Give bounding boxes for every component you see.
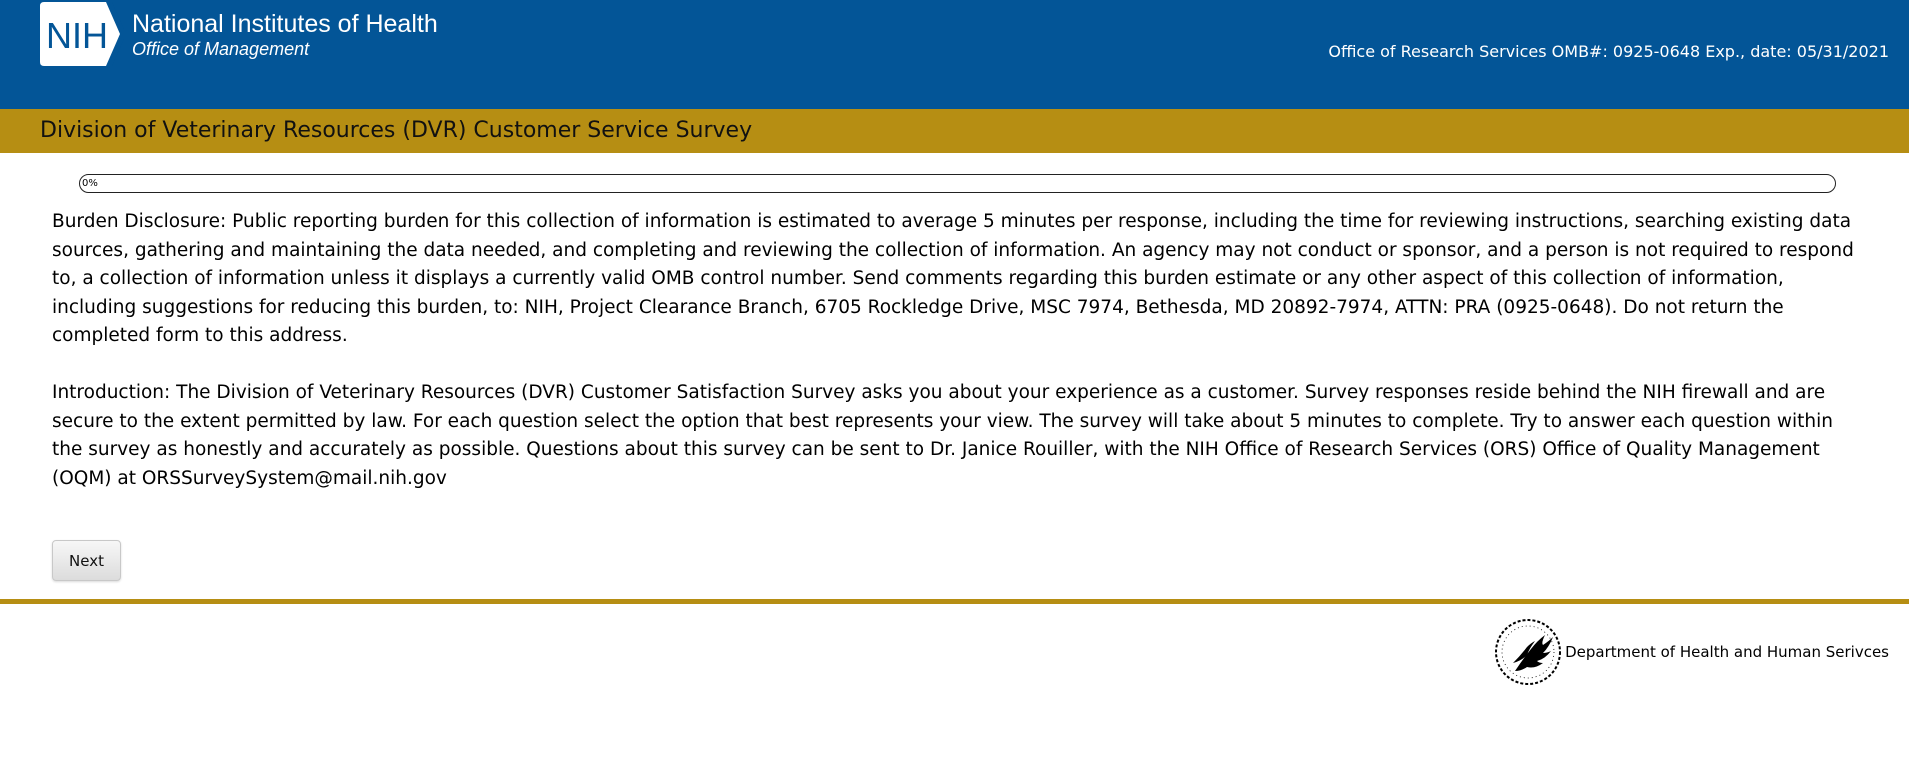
site-header <box>0 0 1909 109</box>
progress-bar <box>79 174 1836 193</box>
burden-disclosure: Burden Disclosure: Public reporting burden for this collection of information is estimated to average 5 minutes per response, including the time for reviewing instructions, searching existing data sources, gathering and maintaining the data needed, and completing and reviewing the collection of information. An agency may not conduct or sponsor, and a person is not required to respond to, a collection of information unless it displays a currently valid OMB control number. Send comments regarding this burden estimate or any other aspect of this collection of information, including suggestions for reducing this burden, to: NIH, Project Clearance Branch, 6705 Rockledge Drive, MSC 7974, Bethesda, MD 20892-7974, ATTN: PRA (0925-0648). Do not return the completed form to this address. <box>52 211 1854 346</box>
omb-info: Office of Research Services OMB#: 0925-0648 Exp., date: 05/31/2021 <box>1328 42 1889 61</box>
hhs-label: Department of Health and Human Serivces <box>1565 643 1889 661</box>
org-subtitle: Office of Management <box>132 39 310 59</box>
footer-divider <box>0 599 1909 604</box>
nih-logo[interactable] <box>40 2 438 66</box>
hhs-footer-brand <box>1493 615 1889 689</box>
page-title: Division of Veterinary Resources (DVR) Customer Service Survey <box>40 118 753 143</box>
nih-logo-text: NIH <box>46 15 108 56</box>
survey-intro-content <box>52 208 1862 493</box>
progress-label: 0% <box>82 178 98 189</box>
hhs-eagle-seal-icon <box>1493 615 1563 689</box>
org-name: National Institutes of Health <box>132 10 438 38</box>
next-button[interactable]: Next <box>52 540 121 581</box>
introduction-text: Introduction: The Division of Veterinary Resources (DVR) Customer Satisfaction Survey asks you about your experience as a customer. Survey responses reside behind the NIH firewall and are secure to the extent permitted by law. For each question select the option that best represents your view. The survey will take about 5 minutes to complete. Try to answer each question within the survey as honestly and accurately as possible. Questions about this survey can be sent to Dr. Janice Rouiller, with the NIH Office of Research Services (ORS) Office of Quality Management (OQM) at ORSSurveySystem@mail.nih.gov <box>52 382 1834 489</box>
nih-logo-icon <box>40 2 124 66</box>
survey-title-bar <box>0 109 1909 153</box>
